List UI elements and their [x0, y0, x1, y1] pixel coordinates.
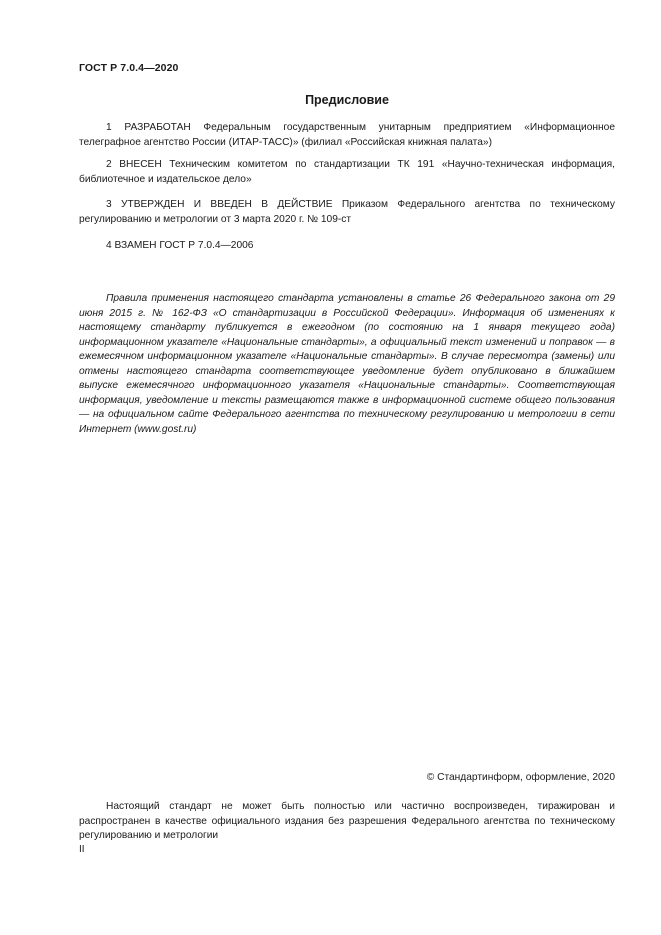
standard-code: ГОСТ Р 7.0.4—2020 [79, 62, 179, 74]
page-number: II [79, 844, 85, 855]
item-introduced: 2 ВНЕСЕН Техническим комитетом по стандартизации ТК 191 «Научно-техническая информация, библиотечное и издательское дело» [79, 159, 615, 185]
copyright-line: © Стандартинформ, оформление, 2020 [426, 772, 615, 783]
item-replaces: 4 ВЗАМЕН ГОСТ Р 7.0.4—2006 [106, 240, 254, 251]
item-approved: 3 УТВЕРЖДЕН И ВВЕДЕН В ДЕЙСТВИЕ Приказом Федерального агентства по техническому регулированию и метрологии от 3 марта 2020 г. № 109-ст [79, 199, 615, 225]
item-developed: 1 РАЗРАБОТАН Федеральным государственным унитарным предприятием «Информационное телеграфное агентство России (ИТАР-ТАСС)» (филиал «Российская книжная палата») [79, 122, 615, 148]
page-title: Предисловие [305, 93, 389, 107]
reproduction-notice: Настоящий стандарт не может быть полностью или частично воспроизведен, тиражирован и распространен в качестве официального издания без разрешения Федерального агентства по техническому регулированию и метрологии [79, 801, 615, 841]
rules-paragraph: Правила применения настоящего стандарта установлены в статье 26 Федерального закона от 29 июня 2015 г. № 162-ФЗ «О стандартизации в Российской Федерации». Информация об изменениях к настоящему стандарту публикуется в ежегодном (по состоянию на 1 января текущего года) информационном указателе «Национальные стандарты», а официальный текст изменений и поправок — в ежемесячном информационном указателе «Национальные стандарты». В случае пересмотра (замены) или отмены настоящего стандарта соответствующее уведомление будет опубликовано в ближайшем выпуске ежемесячного информационного указателя «Национальные стандарты». Соответствующая информация, уведомление и тексты размещаются также в информационной системе общего пользования — на официальном сайте Федерального агентства по техническому регулированию и метрологии в сети Интернет (www.gost.ru) [79, 293, 615, 435]
